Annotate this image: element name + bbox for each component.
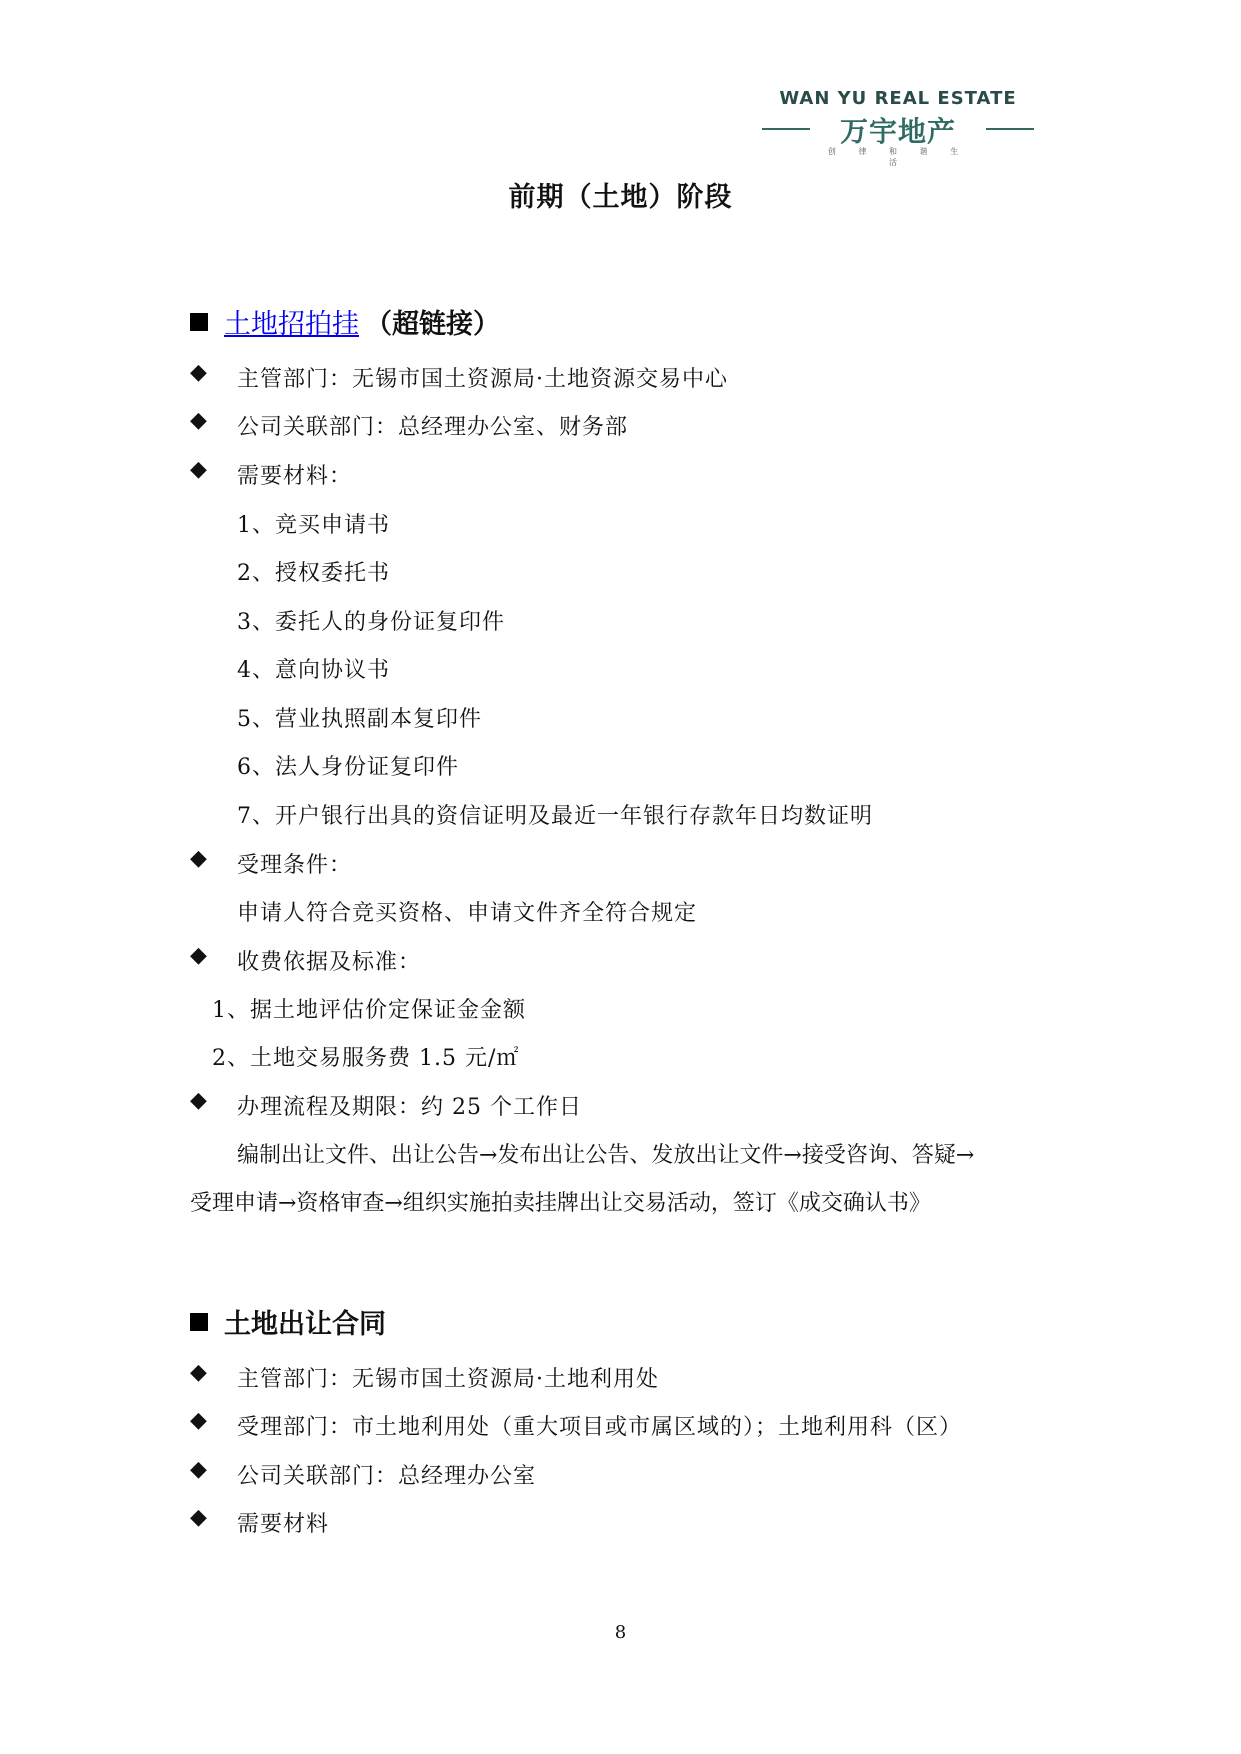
fee-item: 1、据土地评估价定保证金金额 [212, 998, 526, 1023]
diamond-bullet-icon: ◆ [190, 1505, 207, 1530]
process-line: 编制出让文件、出让公告→发布出让公告、发放出让文件→接受咨询、答疑→ [237, 1143, 975, 1168]
page-number: 8 [614, 1622, 627, 1643]
fee-label: 收费依据及标准： [237, 950, 422, 975]
land-auction-hyperlink[interactable]: 土地招拍挂 [224, 309, 359, 340]
section-heading-text: 土地出让合同 [224, 1309, 386, 1340]
material-item: 5、营业执照副本复印件 [237, 707, 482, 732]
list-item: 主管部门：无锡市国土资源局·土地利用处 [237, 1367, 659, 1392]
list-item: 公司关联部门：总经理办公室、财务部 [237, 415, 629, 440]
square-bullet-icon [190, 1313, 208, 1331]
diamond-bullet-icon: ◆ [190, 1408, 207, 1433]
acceptance-label: 受理条件： [237, 853, 353, 878]
material-item: 4、意向协议书 [237, 658, 390, 683]
company-logo [758, 88, 1038, 167]
logo-left-rule [762, 128, 810, 130]
list-item: 公司关联部门：总经理办公室 [237, 1464, 537, 1489]
material-item: 7、开户银行出具的资信证明及最近一年银行存款年日均数证明 [237, 804, 873, 829]
logo-chinese-text: 万宇地产 [839, 115, 956, 148]
list-item: 主管部门：无锡市国土资源局·土地资源交易中心 [237, 367, 728, 392]
square-bullet-icon [190, 313, 208, 331]
diamond-bullet-icon: ◆ [190, 943, 207, 968]
material-item: 6、法人身份证复印件 [237, 755, 459, 780]
logo-tagline: 创 律 和 谐 生 活 [827, 147, 969, 167]
page-title: 前期（土地）阶段 [508, 182, 733, 213]
section-heading-land-auction [190, 302, 500, 341]
process-line: 受理申请→资格审查→组织实施拍卖挂牌出让交易活动，签订《成交确认书》 [190, 1191, 931, 1216]
logo-right-rule [986, 128, 1034, 130]
material-item: 3、委托人的身份证复印件 [237, 610, 505, 635]
list-item: 需要材料 [237, 1512, 330, 1537]
acceptance-text: 申请人符合竞买资格、申请文件齐全符合规定 [237, 901, 698, 926]
hyperlink-suffix: （超链接） [365, 309, 500, 340]
fee-item: 2、土地交易服务费 1.5 元/㎡ [212, 1046, 520, 1071]
diamond-bullet-icon: ◆ [190, 846, 207, 871]
diamond-bullet-icon: ◆ [190, 1360, 207, 1385]
diamond-bullet-icon: ◆ [190, 408, 207, 433]
material-item: 1、竞买申请书 [237, 513, 390, 538]
diamond-bullet-icon: ◆ [190, 1088, 207, 1113]
diamond-bullet-icon: ◆ [190, 457, 207, 482]
list-item: 受理部门：市土地利用处（重大项目或市属区域的）；土地利用科（区） [237, 1415, 963, 1440]
diamond-bullet-icon: ◆ [190, 360, 207, 385]
diamond-bullet-icon: ◆ [190, 1457, 207, 1482]
section-heading-land-contract [190, 1302, 386, 1341]
material-item: 2、授权委托书 [237, 561, 390, 586]
logo-chinese-row [758, 110, 1038, 148]
process-label: 办理流程及期限：约 25 个工作日 [237, 1095, 582, 1120]
logo-english-text: WAN YU REAL ESTATE [779, 88, 1017, 109]
list-item: 需要材料： [237, 464, 353, 489]
